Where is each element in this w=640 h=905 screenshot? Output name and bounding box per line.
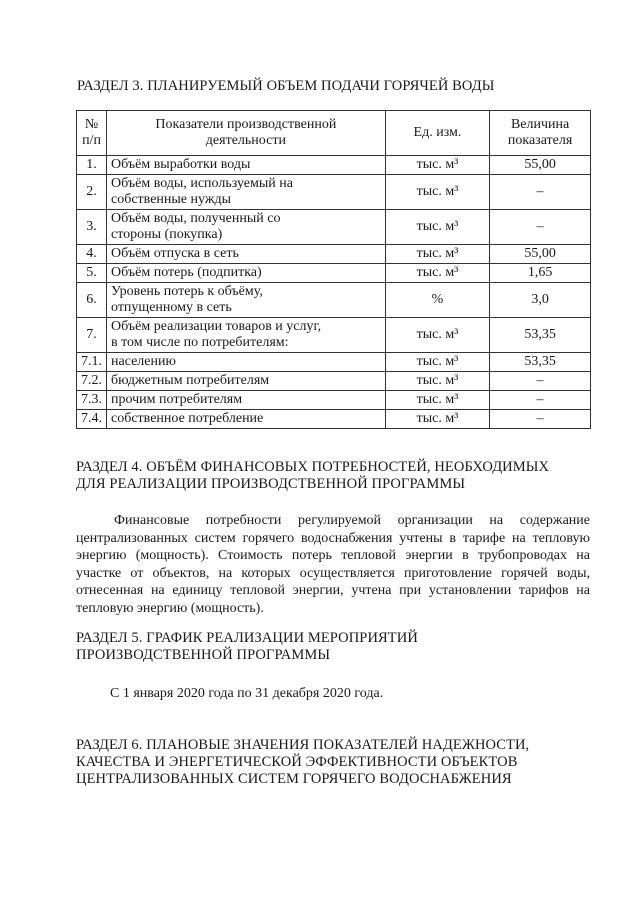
table-row (77, 353, 591, 372)
row-number: 7.1. (77, 353, 107, 372)
section-5-paragraph: С 1 января 2020 года по 31 декабря 2020 года. (110, 686, 384, 701)
row-value: – (490, 391, 591, 410)
row-number: 1. (77, 156, 107, 175)
header-value: Величина показателя (490, 111, 591, 156)
table-header-row (77, 111, 591, 156)
row-number: 2. (77, 175, 107, 210)
row-indicator: прочим потребителям (107, 391, 386, 410)
table-row (77, 283, 591, 318)
table-row (77, 318, 591, 353)
production-indicators-table (76, 110, 591, 429)
row-value: – (490, 175, 591, 210)
row-indicator: Объём воды, используемый на собственные нужды (107, 175, 386, 210)
row-value: – (490, 372, 591, 391)
row-indicator: бюджетным потребителям (107, 372, 386, 391)
row-number: 3. (77, 210, 107, 245)
row-indicator: населению (107, 353, 386, 372)
section-4-paragraph: Финансовые потребности регулируемой организации на содержание централизованных систем горячего водоснабжения учтены в тарифе на тепловую энергию (мощность). Стоимость потерь тепловой энергии в трубопроводах на участке от объектов, на которых осуществляется приготовление горячей воды, отнесенная на единицу тепловой энергии, учтена при установлении тарифов на тепловую энергию (мощность). (76, 513, 590, 616)
row-indicator: Объём отпуска в сеть (107, 245, 386, 264)
row-value: 3,0 (490, 283, 591, 318)
row-unit: тыс. м³ (385, 318, 489, 353)
table-row (77, 210, 591, 245)
row-unit: тыс. м³ (385, 245, 489, 264)
row-indicator: собственное потребление (107, 410, 386, 429)
row-value: 55,00 (490, 156, 591, 175)
row-unit: тыс. м³ (385, 156, 489, 175)
row-unit: тыс. м³ (385, 372, 489, 391)
table-row (77, 391, 591, 410)
table-row (77, 175, 591, 210)
row-unit: тыс. м³ (385, 353, 489, 372)
section-5-title: РАЗДЕЛ 5. ГРАФИК РЕАЛИЗАЦИИ МЕРОПРИЯТИЙ ПРОИЗВОДСТВЕННОЙ ПРОГРАММЫ (76, 630, 418, 663)
row-unit: % (385, 283, 489, 318)
table-row (77, 264, 591, 283)
row-number: 5. (77, 264, 107, 283)
row-number: 7.3. (77, 391, 107, 410)
row-number: 7.4. (77, 410, 107, 429)
row-indicator: Объём потерь (подпитка) (107, 264, 386, 283)
row-value: 1,65 (490, 264, 591, 283)
row-unit: тыс. м³ (385, 175, 489, 210)
row-unit: тыс. м³ (385, 391, 489, 410)
row-unit: тыс. м³ (385, 210, 489, 245)
row-value: 53,35 (490, 353, 591, 372)
table-row (77, 372, 591, 391)
row-indicator: Уровень потерь к объёму, отпущенному в сеть (107, 283, 386, 318)
row-value: 53,35 (490, 318, 591, 353)
header-number: № п/п (77, 111, 107, 156)
row-indicator: Объём выработки воды (107, 156, 386, 175)
header-unit: Ед. изм. (385, 111, 489, 156)
row-unit: тыс. м³ (385, 410, 489, 429)
table-row (77, 156, 591, 175)
row-number: 7. (77, 318, 107, 353)
row-number: 4. (77, 245, 107, 264)
section-6-title: РАЗДЕЛ 6. ПЛАНОВЫЕ ЗНАЧЕНИЯ ПОКАЗАТЕЛЕЙ НАДЕЖНОСТИ, КАЧЕСТВА И ЭНЕРГЕТИЧЕСКОЙ ЭФФЕКТИВНОСТИ ОБЪЕКТОВ ЦЕНТРАЛИЗОВАННЫХ СИСТЕМ ГОРЯЧЕГО ВОДОСНАБЖЕНИЯ (76, 737, 530, 787)
row-indicator: Объём воды, полученный со стороны (покупка) (107, 210, 386, 245)
section-3-title (77, 78, 495, 95)
table-row (77, 245, 591, 264)
row-value: – (490, 410, 591, 429)
row-unit: тыс. м³ (385, 264, 489, 283)
section-3-title-text: РАЗДЕЛ 3. ПЛАНИРУЕМЫЙ ОБЪЕМ ПОДАЧИ ГОРЯЧЕЙ ВОДЫ (77, 78, 495, 94)
section-4-title: РАЗДЕЛ 4. ОБЪЁМ ФИНАНСОВЫХ ПОТРЕБНОСТЕЙ, НЕОБХОДИМЫХ ДЛЯ РЕАЛИЗАЦИИ ПРОИЗВОДСТВЕННОЙ ПРОГРАММЫ (76, 459, 550, 492)
row-number: 6. (77, 283, 107, 318)
row-value: 55,00 (490, 245, 591, 264)
row-value: – (490, 210, 591, 245)
table-row (77, 410, 591, 429)
row-number: 7.2. (77, 372, 107, 391)
header-indicator: Показатели производственной деятельности (107, 111, 386, 156)
row-indicator: Объём реализации товаров и услуг, в том числе по потребителям: (107, 318, 386, 353)
